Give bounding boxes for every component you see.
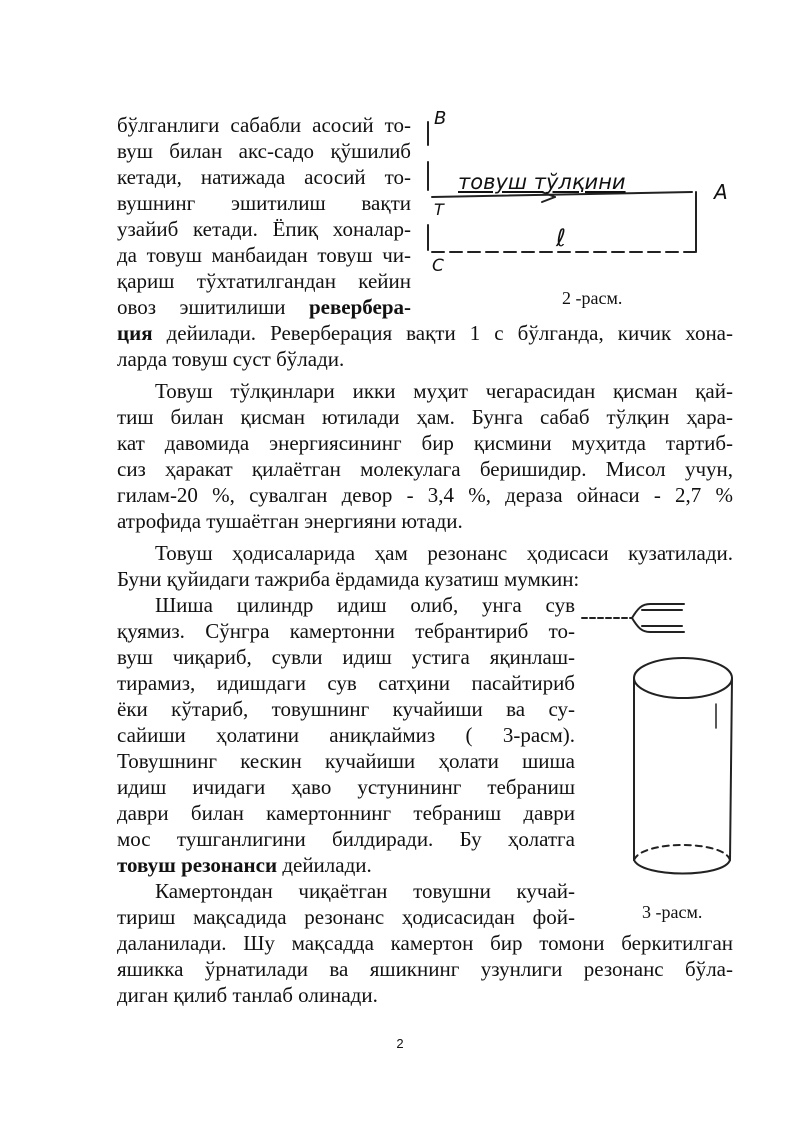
text-line: Буни қуйидаги тажриба ёрдамида кузатиш мумкин:: [117, 567, 580, 591]
text-line: тириш мақсадида резонанс ҳодисасидан фой-: [117, 905, 575, 929]
text-line: яшикка ўрнатилади ва яшикнинг узунлиги резонанс бўла-: [117, 957, 733, 981]
text-line: вушнинг эшитилиш вақти: [117, 191, 411, 215]
length-label: ℓ: [556, 224, 566, 252]
text-line: бўлганлиги сабабли асосий то-: [117, 113, 411, 137]
text-line: Товуш тўлқинлари икки муҳит чегарасидан қисман қай-: [155, 379, 733, 403]
text-line: даври билан камертоннинг тебраниш даври: [117, 801, 575, 825]
text-line: ларда товуш суст бўлади.: [117, 347, 345, 371]
text-line: Товушнинг кескин кучайиши ҳолати шиша: [117, 749, 575, 773]
text-line: тиш билан қисман ютилади ҳам. Бунга сабаб тўлқин ҳара-: [117, 405, 733, 429]
text-line: қуямиз. Сўнгра камертонни тебрантириб то-: [117, 619, 575, 643]
text-line: вуш чиқариб, сувли идиш устига яқинлаш-: [117, 645, 575, 669]
term-sound-resonance: товуш резонанси: [117, 853, 278, 877]
text-line: кат давомида энергиясининг бир қисмини муҳитда тартиб-: [117, 431, 733, 455]
text-line: Товуш ҳодисаларида ҳам резонанс ҳодисаси кузатилади.: [155, 541, 733, 565]
cylinder-top-rim: [634, 658, 732, 698]
text-line: [117, 320, 733, 346]
text-line: [117, 294, 411, 320]
label-b: B: [434, 108, 447, 129]
text-line: даланилади. Шу мақсадда камертон бир томони беркитилган: [117, 931, 733, 955]
wave-label: товуш тўлқини: [458, 170, 626, 194]
text-line: мос тушганлигини билдиради. Бу ҳолатга: [117, 827, 575, 851]
text-line: атрофида тушаётган энергияни ютади.: [117, 509, 463, 533]
text-run: овоз эшитилиши: [117, 295, 309, 319]
text-run: дейилади. Реверберация вақти 1 с бўлганда, кичик хона-: [152, 321, 733, 345]
figure-3-caption: 3 -расм.: [642, 902, 703, 922]
text-line: идиш ичидаги ҳаво устунининг тебраниш: [117, 775, 575, 799]
page-number: 2: [396, 1036, 404, 1051]
text-line: гилам-20 %, сувалган девор - 3,4 %, дераза ойнаси - 2,7 %: [117, 483, 733, 507]
text-line: диган қилиб танлаб олинади.: [117, 983, 378, 1007]
text-line: ёки кўтариб, товушнинг кучайиши ва су-: [117, 697, 575, 721]
text-line: Камертондан чиқаётган товушни кучай-: [155, 879, 575, 903]
label-a: A: [714, 180, 728, 204]
label-t: T: [434, 200, 444, 219]
label-c: C: [432, 256, 444, 276]
arrow-head-top: [542, 197, 555, 202]
text-line: Шиша цилиндр идиш олиб, унга сув: [155, 593, 575, 617]
text-line: вуш билан акс-садо қўшилиб: [117, 139, 411, 163]
text-run: дейилади.: [277, 853, 372, 877]
figure-2-caption: 2 -расм.: [562, 288, 623, 308]
figure-2-sketch: [420, 110, 740, 290]
cylinder-bottom-back: [634, 845, 730, 860]
text-line: сайиши ҳолатини аниқлаймиз ( 3-расм).: [117, 723, 575, 747]
figure-3-sketch: [580, 596, 730, 906]
cylinder-bottom-front: [634, 860, 730, 874]
text-line: сиз ҳаракат қилаётган молекулага беришидир. Мисол учун,: [117, 457, 733, 481]
text-line: [117, 852, 372, 878]
text-line: тирамиз, идишдаги сув сатҳини пасайтириб: [117, 671, 575, 695]
text-line: кетади, натижада асосий то-: [117, 165, 411, 189]
cylinder-right-wall: [730, 678, 732, 860]
text-line: да товуш манбаидан товуш чи-: [117, 243, 411, 267]
term-reverberation: ревербера-: [308, 295, 411, 319]
text-line: қариш тўхтатилгандан кейин: [117, 269, 411, 293]
text-line: узайиб кетади. Ёпиқ хоналар-: [117, 217, 411, 241]
term-reverberation-end: ция: [117, 321, 153, 345]
